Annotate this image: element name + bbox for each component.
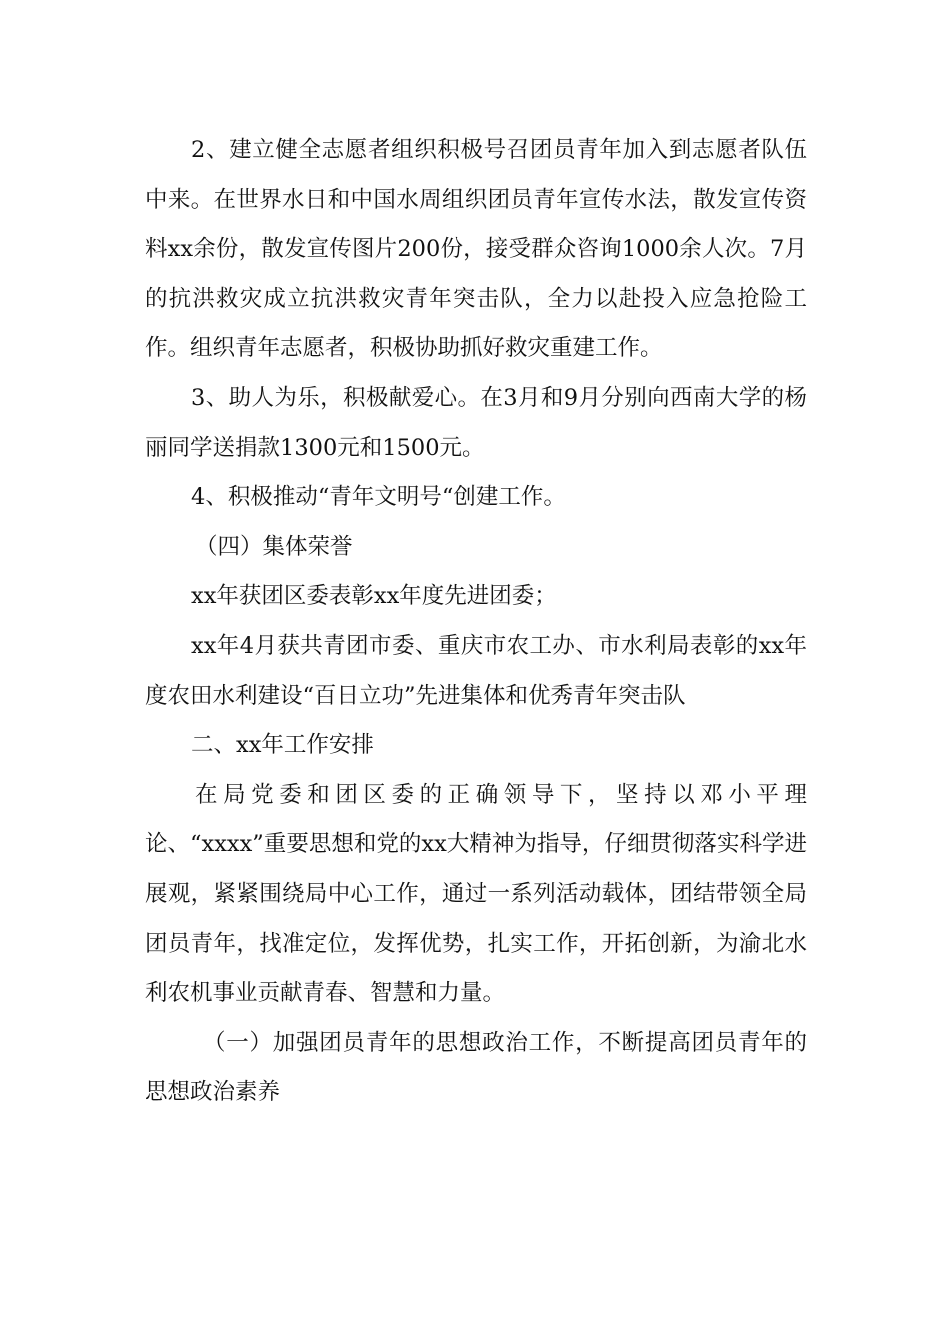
section-heading-collective-honors: （四）集体荣誉 [195, 533, 353, 560]
document-body [145, 126, 807, 1118]
paragraph-civilization-campaign: 4、积极推动“青年文明号“创建工作。 [191, 484, 566, 511]
paragraph-honor-hundred-days: xx年4月获共青团市委、重庆市农工办、市水利局表彰的xx年度农田水利建设“百日立功”先进集体和优秀青年突击队 [145, 632, 807, 709]
paragraph-charity-donation: 3、助人为乐，积极献爱心。在3月和9月分别向西南大学的杨丽同学送捐款1300元和1500元。 [145, 384, 807, 461]
paragraph-volunteer-organization: 2、建立健全志愿者组织积极号召团员青年加入到志愿者队伍中来。在世界水日和中国水周组织团员青年宣传水法，散发宣传资料xx余份，散发宣传图片200份，接受群众咨询1000余人次。7月的抗洪救灾成立抗洪救灾青年突击队，全力以赴投入应急抢险工作。组织青年志愿者，积极协助抓好救灾重建工作。 [145, 137, 807, 362]
paragraph-work-plan-intro: 在局党委和团区委的正确领导下，坚持以邓小平理论、“xxxx”重要思想和党的xx大精神为指导，仔细贯彻落实科学进展观，紧紧围绕局中心工作，通过一系列活动载体，团结带领全局团员青年，找准定位，发挥优势，扎实工作，开拓创新，为渝北水利农机事业贡献青春、智慧和力量。 [145, 781, 807, 1007]
section-heading-work-plan: 二、xx年工作安排 [191, 732, 374, 759]
section-heading-ideological-work: （一）加强团员青年的思想政治工作，不断提高团员青年的思想政治素养 [145, 1029, 807, 1106]
paragraph-honor-advanced-committee: xx年获团区委表彰xx年度先进团委； [191, 583, 557, 610]
